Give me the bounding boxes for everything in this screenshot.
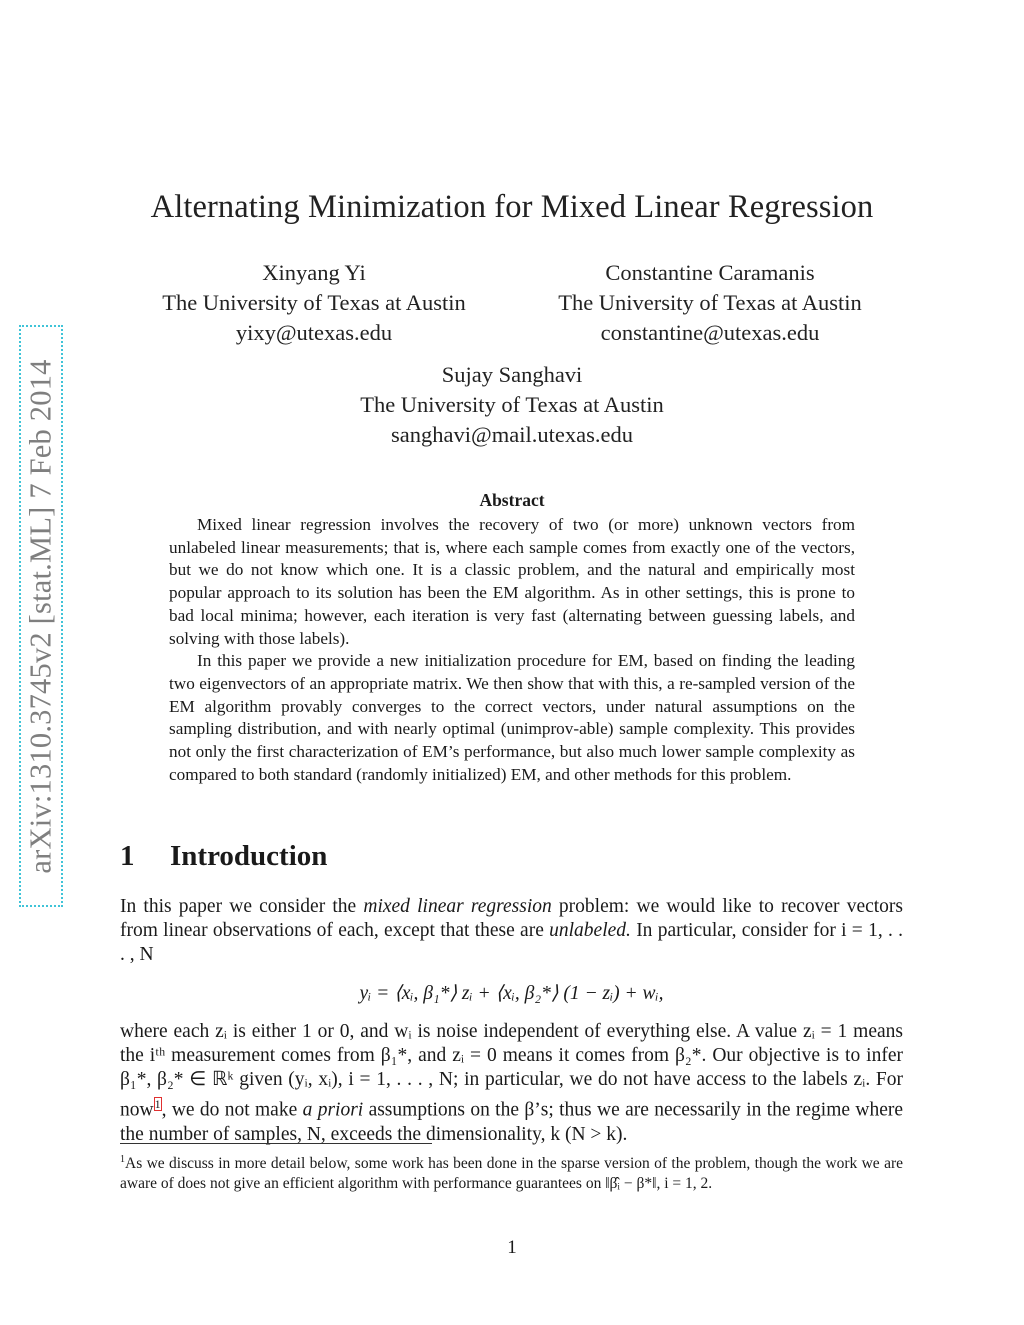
display-equation: yᵢ = ⟨xᵢ, β₁*⟩ zᵢ + ⟨xᵢ, β₂*⟩ (1 − zᵢ) + wᵢ, bbox=[359, 982, 664, 1004]
intro-paragraph-1: In this paper we consider the mixed linear regression problem: we would like to recover vectors from linear observations of each, except that these are unlabeled. In particular, consider for i = 1, . . . , N bbox=[120, 896, 904, 966]
author-name: Constantine Caramanis bbox=[605, 260, 815, 285]
footnote-mark: 1 bbox=[120, 1154, 125, 1165]
author-block-1 bbox=[134, 258, 494, 348]
author-affiliation: The University of Texas at Austin bbox=[558, 290, 862, 315]
page-number: 1 bbox=[507, 1237, 517, 1258]
abstract-heading: Abstract bbox=[479, 490, 545, 510]
abstract-paragraph-2: In this paper we provide a new initialization procedure for EM, based on finding the leading two eigenvectors of an appropriate matrix. We then show that with this, a re-sampled version of the EM algorithm provably converges to the correct vectors, under natural assumptions on the sampling distribution, and with nearly optimal (unimprov-able) sample complexity. This provides not only the first characterization of EM’s performance, but also much lower sample complexity as compared to both standard (randomly initialized) EM, and other methods for this problem. bbox=[169, 651, 855, 784]
intro-body bbox=[120, 895, 903, 1147]
arxiv-id: arXiv:1310.3745v2 [stat.ML] 7 Feb 2014 bbox=[23, 358, 58, 874]
paper-title: Alternating Minimization for Mixed Linear Regression bbox=[150, 189, 874, 225]
footnote-rule bbox=[120, 1143, 432, 1144]
emphasis: mixed linear regression bbox=[363, 896, 552, 917]
author-affiliation: The University of Texas at Austin bbox=[162, 290, 466, 315]
section-heading bbox=[120, 840, 327, 873]
author-email[interactable]: constantine@utexas.edu bbox=[600, 320, 820, 345]
emphasis: a priori bbox=[302, 1099, 364, 1121]
section-title: Introduction bbox=[170, 840, 328, 872]
author-name: Xinyang Yi bbox=[262, 260, 366, 285]
abstract-paragraph-1: Mixed linear regression involves the recovery of two (or more) unknown vectors from unlabeled linear measurements; that is, where each sample comes from exactly one of the vectors, but we do not know which one. It is a classic problem, and the natural and empirically most popular approach to its solution has been the EM algorithm. As in other settings, this is prone to bad local minima; however, each iteration is very fast (alternating between guessing labels, and solving with those labels). bbox=[169, 515, 855, 648]
author-name: Sujay Sanghavi bbox=[441, 362, 583, 387]
abstract-body bbox=[169, 514, 855, 786]
author-email[interactable]: sanghavi@mail.utexas.edu bbox=[391, 422, 633, 447]
emphasis: unlabeled. bbox=[549, 920, 631, 942]
footnote-link[interactable]: 1 bbox=[154, 1097, 161, 1112]
author-email[interactable]: yixy@utexas.edu bbox=[235, 320, 393, 345]
footnote bbox=[120, 1150, 903, 1193]
arxiv-sidebar-stamp bbox=[19, 325, 63, 907]
author-block-2 bbox=[530, 258, 890, 348]
section-number: 1 bbox=[120, 840, 135, 872]
author-affiliation: The University of Texas at Austin bbox=[360, 392, 664, 417]
intro-paragraph-2: where each zᵢ is either 1 or 0, and wᵢ is noise independent of everything else. A value zᵢ = 1 means the iᵗʰ measurement comes from β₁*, and zᵢ = 0 means it comes from β₂*. Our objective is to infer β₁*, β₂* ∈ ℝᵏ given (yᵢ, xᵢ), i = 1, . . . , N; in particular, we do not have access to the labels zᵢ. For now$^1$, we do not make a priori assumptions on the β’s; thus we are necessarily in the regime where the number of samples, N, exceeds the dimensionality, k (N > k). bbox=[120, 1020, 904, 1146]
author-block-3 bbox=[312, 360, 712, 450]
footnote-text: As we discuss in more detail below, some work has been done in the sparse version of the problem, though the work we are aware of does not give an efficient algorithm with performance guarantees on ‖β̂ᵢ − β*‖, i = 1, 2. bbox=[120, 1155, 903, 1192]
